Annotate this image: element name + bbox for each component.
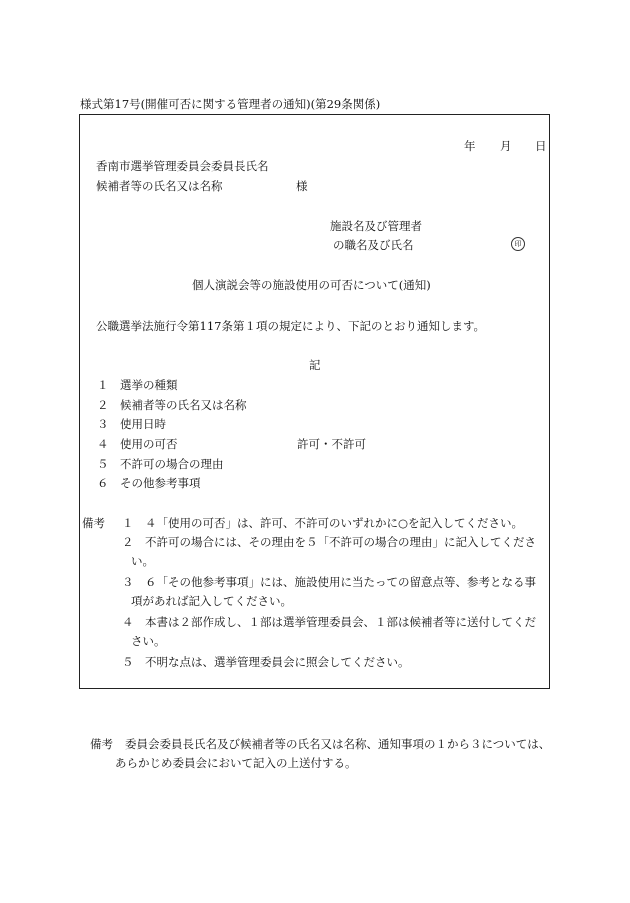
note-number: ４	[122, 615, 134, 629]
item-label: 不許可の場合の理由	[120, 457, 224, 471]
note-text: 不許可の場合には、その理由を５「不許可の場合の理由」に記入してくださ	[145, 535, 536, 549]
usage-permit-value: 許可・不許可	[297, 437, 366, 451]
item-label: 選挙の種類	[120, 378, 178, 392]
item-label: 使用の可否	[120, 437, 178, 451]
sender-line1: 施設名及び管理者	[330, 219, 422, 233]
note-number: ５	[122, 655, 134, 669]
item-number: ２	[97, 398, 109, 412]
item-label: 使用日時	[120, 417, 166, 431]
notice-body: 公職選挙法施行令第117条第１項の規定により、下記のとおり通知します。	[96, 319, 486, 333]
note-number: ２	[122, 535, 134, 549]
notes-label: 備考	[82, 516, 105, 530]
addressee-line1: 香南市選挙管理委員会委員長氏名	[96, 159, 269, 173]
note-number: １	[122, 516, 134, 530]
item-label: その他参考事項	[120, 476, 201, 490]
date-year-label: 年	[464, 139, 476, 153]
note-text: 本書は２部作成し、１部は選挙管理委員会、１部は候補者等に送付してくだ	[145, 615, 536, 629]
note-text-continued: 項があれば記入してください。	[131, 594, 292, 608]
date-day-label: 日	[535, 139, 547, 153]
notice-subject: 個人演説会等の施設使用の可否について(通知)	[192, 278, 431, 292]
note-text-continued: さい。	[131, 634, 166, 648]
sender-line2: の職名及び氏名	[333, 238, 414, 252]
seal-icon: 印	[511, 237, 525, 251]
ki-heading: 記	[309, 358, 321, 372]
note-number: ３	[122, 575, 134, 589]
footer-notes-label: 備考	[90, 737, 113, 751]
date-month-label: 月	[500, 139, 512, 153]
item-number: １	[97, 378, 109, 392]
item-number: ６	[97, 476, 109, 490]
note-text: 不明な点は、選挙管理委員会に照会してください。	[145, 655, 410, 669]
addressee-line2: 候補者等の氏名又は名称	[96, 179, 223, 193]
item-number: ４	[97, 437, 109, 451]
form-title: 様式第17号(開催可否に関する管理者の通知)(第29条関係)	[80, 97, 381, 111]
footer-note-line1: 委員会委員長氏名及び候補者等の氏名又は名称、通知事項の１から３については、	[125, 737, 551, 751]
note-text-continued: い。	[131, 554, 154, 568]
item-label: 候補者等の氏名又は名称	[120, 398, 247, 412]
item-number: ３	[97, 417, 109, 431]
footer-note-line2: あらかじめ委員会において記入の上送付する。	[115, 756, 357, 770]
item-number: ５	[97, 457, 109, 471]
note-text: ４「使用の可否」は、許可、不許可のいずれかに○を記入してください。	[145, 516, 524, 530]
addressee-honorific: 様	[296, 179, 308, 193]
note-text: ６「その他参考事項」には、施設使用に当たっての留意点等、参考となる事	[145, 575, 536, 589]
